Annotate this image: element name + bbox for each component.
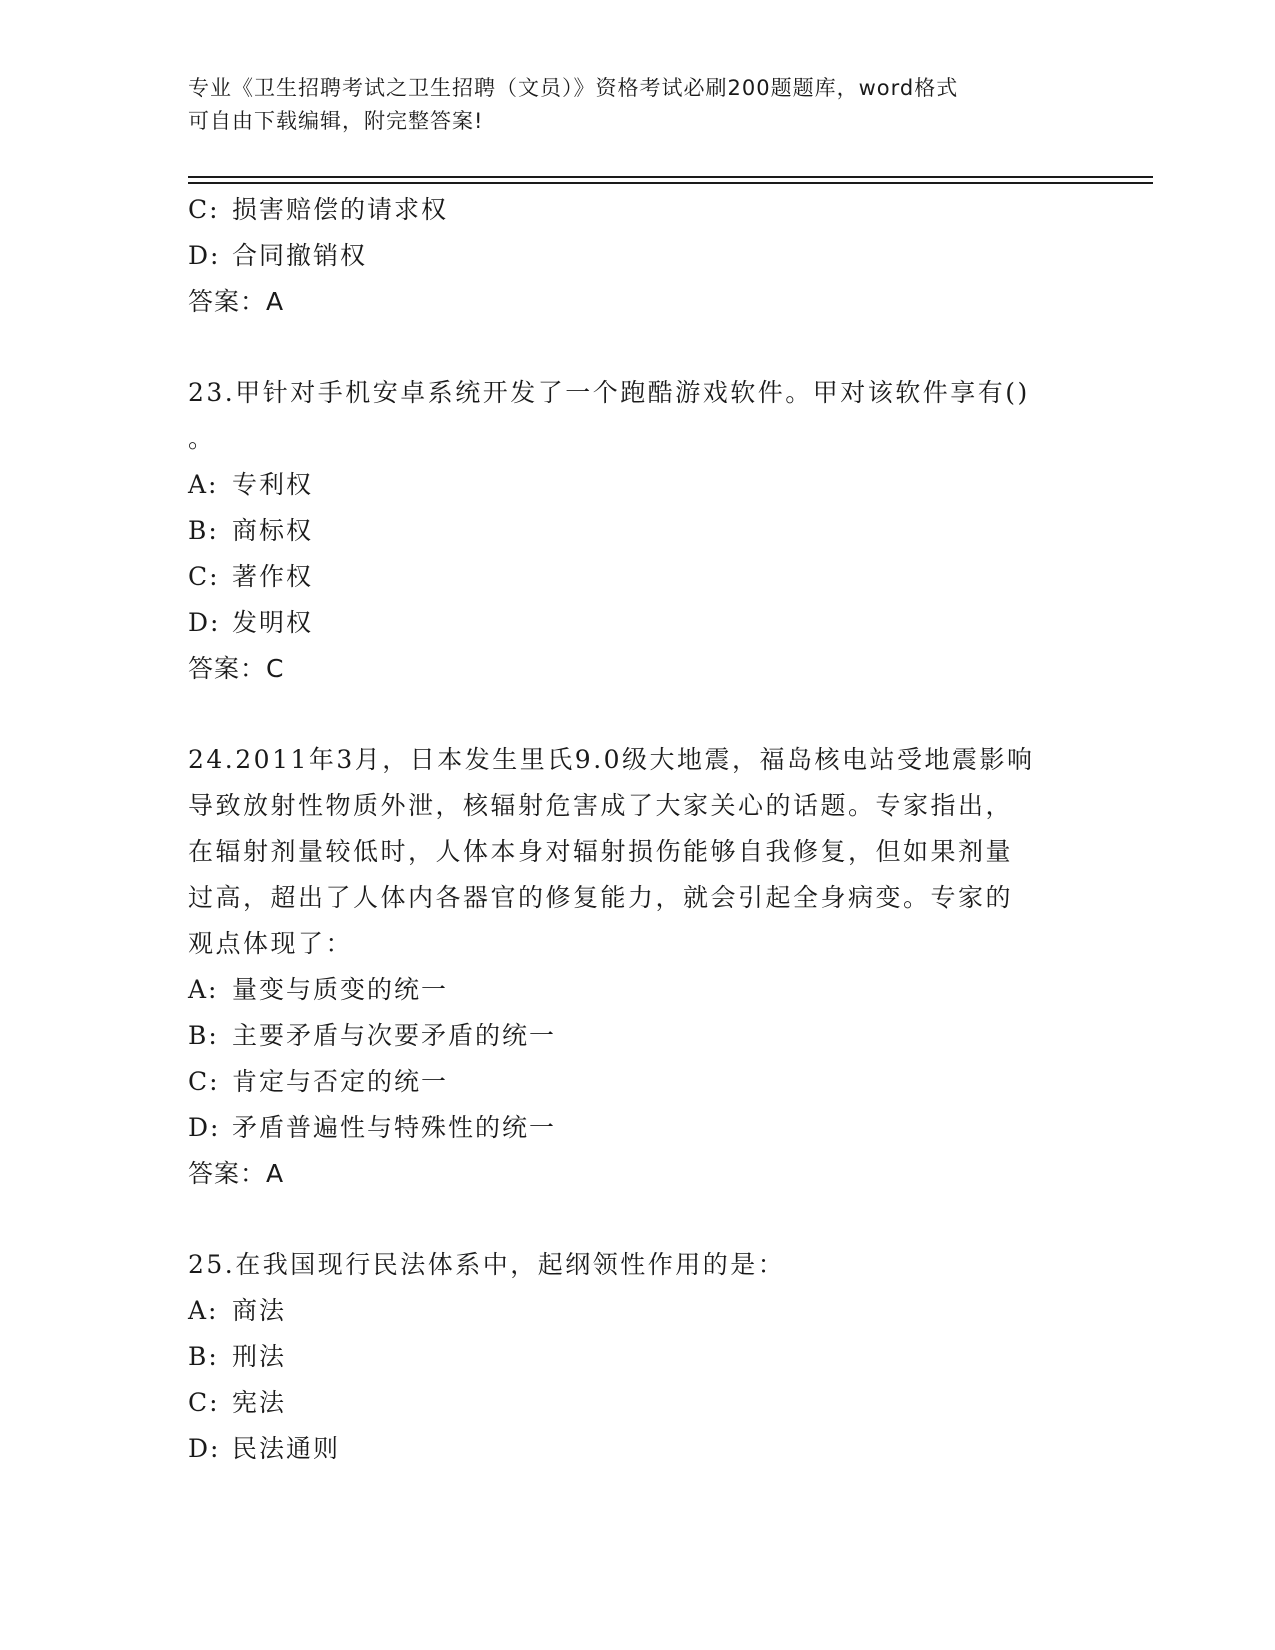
option-text: 量变与质变的统一 <box>232 975 449 1004</box>
question-stem-line: 。 <box>188 424 216 453</box>
document-header <box>188 72 1088 138</box>
option-text: 主要矛盾与次要矛盾的统一 <box>232 1021 557 1050</box>
option-key: D: <box>188 608 221 637</box>
question-stem-line: 在辐射剂量较低时，人体本身对辐射损伤能够自我修复，但如果剂量 <box>188 837 1014 866</box>
option-text: 合同撤销权 <box>232 241 368 270</box>
option-key: B: <box>188 1021 219 1050</box>
option-d <box>188 1426 1088 1472</box>
answer-line: 答案：A <box>188 1159 285 1188</box>
option-text: 宪法 <box>232 1388 287 1417</box>
option-key: D: <box>188 1113 221 1142</box>
question-stem <box>188 1242 1068 1288</box>
question-spacer <box>188 692 1088 737</box>
option-key: C: <box>188 1388 220 1417</box>
option-c <box>188 554 1088 600</box>
question-23 <box>188 370 1088 692</box>
question-24 <box>188 737 1088 1197</box>
option-text: 刑法 <box>232 1342 287 1371</box>
header-subtitle-line: 可自由下载编辑，附完整答案! <box>188 109 484 133</box>
option-key: A: <box>188 470 219 499</box>
answer-line: 答案：C <box>188 654 285 683</box>
option-text: 商法 <box>232 1296 287 1325</box>
option-text: 肯定与否定的统一 <box>232 1067 449 1096</box>
option-a <box>188 967 1088 1013</box>
question-spacer <box>188 325 1088 370</box>
option-text: 发明权 <box>232 608 314 637</box>
question-list <box>188 187 1088 1472</box>
answer-line: 答案：A <box>188 287 285 316</box>
option-text: 商标权 <box>232 516 314 545</box>
question-stem <box>188 737 1068 967</box>
option-key: B: <box>188 516 219 545</box>
option-key: D: <box>188 1434 221 1463</box>
header-divider-bottom <box>188 182 1153 184</box>
question-stem-line: 23.甲针对手机安卓系统开发了一个跑酷游戏软件。甲对该软件享有() <box>188 378 1030 407</box>
header-divider-top <box>188 176 1153 178</box>
question-stem-line: 观点体现了： <box>188 929 354 958</box>
question-spacer <box>188 1197 1088 1242</box>
question-stem-line: 过高，超出了人体内各器官的修复能力，就会引起全身病变。专家的 <box>188 883 1014 912</box>
question-25 <box>188 1242 1088 1472</box>
option-text: 著作权 <box>232 562 314 591</box>
option-key: C: <box>188 1067 220 1096</box>
option-d <box>188 233 1088 279</box>
option-key: C: <box>188 195 220 224</box>
option-d <box>188 600 1088 646</box>
option-b <box>188 1013 1088 1059</box>
option-key: C: <box>188 562 220 591</box>
option-key: B: <box>188 1342 219 1371</box>
header-title-line: 专业《卫生招聘考试之卫生招聘（文员）》资格考试必刷200题题库，word格式 <box>188 76 959 100</box>
option-text: 专利权 <box>232 470 314 499</box>
option-key: A: <box>188 975 219 1004</box>
option-b <box>188 1334 1088 1380</box>
option-b <box>188 508 1088 554</box>
option-text: 民法通则 <box>232 1434 341 1463</box>
option-text: 矛盾普遍性与特殊性的统一 <box>232 1113 557 1142</box>
question-stem-line: 25.在我国现行民法体系中，起纲领性作用的是： <box>188 1250 786 1279</box>
option-text: 损害赔偿的请求权 <box>232 195 449 224</box>
option-a <box>188 462 1088 508</box>
option-key: A: <box>188 1296 219 1325</box>
question-stem <box>188 370 1068 462</box>
question-stem-line: 导致放射性物质外泄，核辐射危害成了大家关心的话题。专家指出， <box>188 791 1014 820</box>
option-c <box>188 1380 1088 1426</box>
option-c <box>188 1059 1088 1105</box>
question-22-tail <box>188 187 1088 325</box>
option-c <box>188 187 1088 233</box>
question-stem-line: 24.2011年3月，日本发生里氏9.0级大地震，福岛核电站受地震影响 <box>188 745 1035 774</box>
option-key: D: <box>188 241 221 270</box>
option-a <box>188 1288 1088 1334</box>
option-d <box>188 1105 1088 1151</box>
